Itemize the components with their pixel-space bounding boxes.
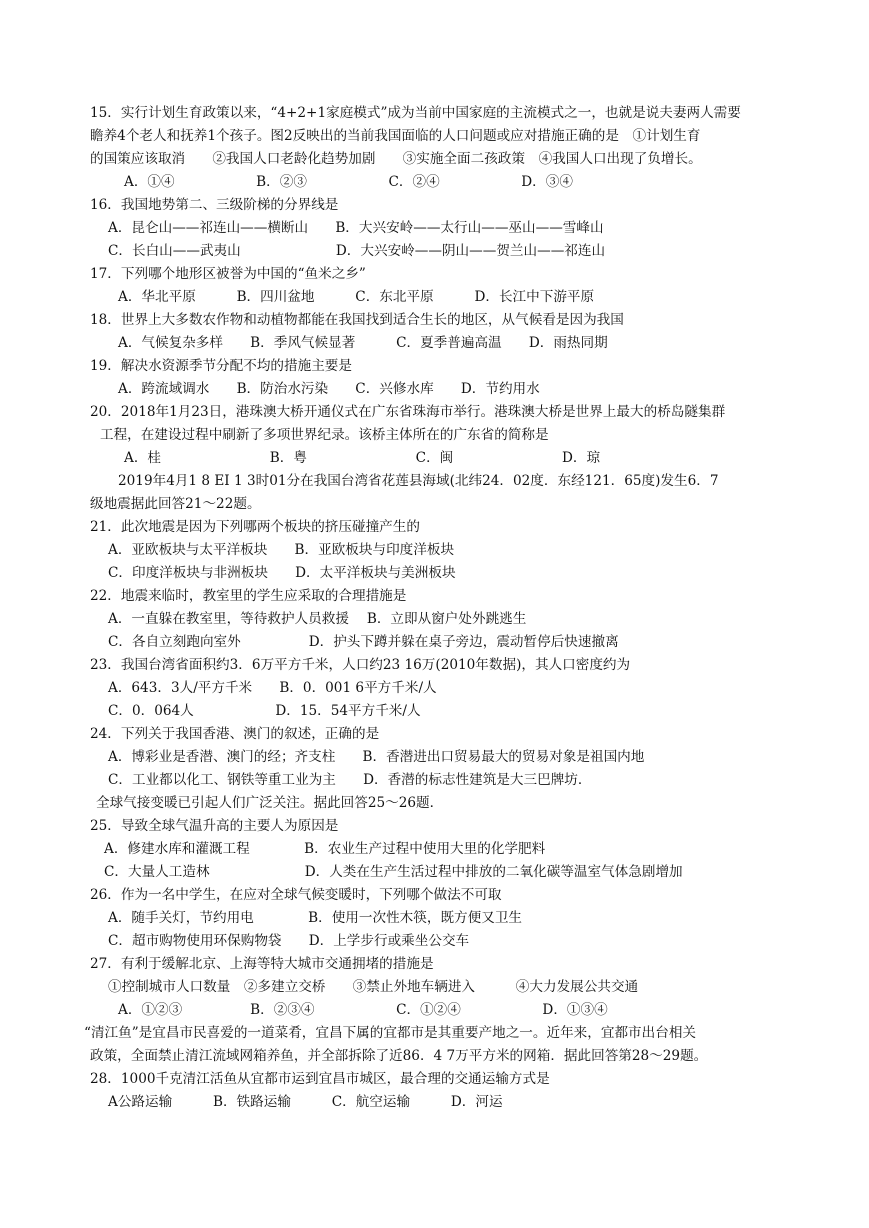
q26-options-ab: A．随手关灯，节约用电 B．使用一次性木筷，既方便又卫生 (108, 910, 523, 926)
q25-options-cd: C．大量人工造林 D．人类在生产生活过程中排放的二氧化碳等温室气体急剧增加 (104, 864, 683, 880)
q23-options-ab: A．643．3人/平方千米 B．0．001 6平方千米/人 (108, 680, 437, 696)
q24-options-cd: C．工业都以化工、钢铁等重工业为主 D．香潜的标志性建筑是大三巴牌坊． (108, 772, 592, 788)
q18-stem: 18．世界上大多数农作物和动植物都能在我国找到适合生长的地区，从气候看是因为我国 (90, 312, 624, 328)
q25-stem: 25．导致全球气温升高的主要人为原因是 (90, 818, 339, 834)
q15-stem-line3: 的国策应该取消 ②我国人口老龄化趋势加剧 ③实施全面二孩政策 ④我国人口出现了负增长。 (90, 151, 702, 167)
q17-options: A．华北平原 B．四川盆地 C．东北平原 D．长江中下游平原 (118, 289, 595, 305)
q28-options: A公路运输 B．铁路运输 C．航空运输 D．河运 (108, 1094, 503, 1110)
q27-statements: ①控制城市人口数量 ②多建立交桥 ③禁止外地车辆进入 ④大力发展公共交通 (108, 979, 639, 995)
q22-stem: 22．地震来临时，教室里的学生应采取的合理措施是 (90, 588, 407, 604)
q21-options-ab: A．亚欧板块与太平洋板块 B．亚欧板块与印度洋板块 (108, 542, 455, 558)
q25-options-ab: A．修建水库和灌溉工程 B．农业生产过程中使用大里的化学肥料 (104, 841, 546, 857)
q23-options-cd: C．0．064人 D．15．54平方千米/人 (108, 703, 421, 719)
q19-stem: 19．解决水资源季节分配不均的措施主要是 (90, 358, 352, 374)
q25-26-context: 全球气接变暖已引起人们广泛关注。据此回答25～26题． (96, 795, 444, 811)
q28-stem: 28．1000千克清江活鱼从宜都市运到宜昌市城区，最合理的交通运输方式是 (90, 1071, 550, 1087)
q20-stem-line2: 工程，在建设过程中刷新了多项世界纪录。该桥主体所在的广东省的简称是 (100, 427, 549, 443)
q15-stem-line2: 瞻养4个老人和抚养1个孩子。图2反映出的当前我国面临的人口问题或应对措施正确的是 ①计划生育 (90, 128, 701, 144)
q16-stem: 16．我国地势第二、三级阶梯的分界线是 (90, 197, 339, 213)
q24-options-ab: A．博彩业是香潜、澳门的经；齐支柱 B．香潜进出口贸易最大的贸易对象是祖国内地 (108, 749, 645, 765)
q21-22-context-line1: 2019年4月1 8 EI 1 3时01分在我国台湾省花莲县海域(北纬24．02度．东经121．65度)发生6．7 (118, 473, 719, 489)
q20-options: A．桂 B．粤 C．闽 D．琼 (124, 450, 601, 466)
q28-29-context-line2: 政策，全面禁止清江流域网箱养鱼，并全部拆除了近86．4 7万平方米的网箱．据此回答第28～29题。 (90, 1048, 708, 1064)
q15-options: A．①④ B．②③ C．②④ D．③④ (124, 174, 573, 190)
q19-options: A．跨流域调水 B．防治水污染 C．兴修水库 D．节约用水 (118, 381, 540, 397)
q15-stem-line1: 15．实行计划生育政策以来，“4+2+1家庭模式”成为当前中国家庭的主流模式之一，也就是说夫妻两人需要 (90, 105, 741, 121)
q22-options-cd: C．各自立刻跑向室外 D．护头下蹲并躲在桌子旁边，震动暂停后快速撤离 (108, 634, 619, 650)
q21-22-context-line2: 级地震据此回答21～22题。 (90, 496, 261, 512)
q18-options: A．气候复杂多样 B．季风气候显著 C．夏季普遍高温 D．雨热同期 (118, 335, 608, 351)
q26-options-cd: C．超市购物使用环保购物袋 D．上学步行或乘坐公交车 (108, 933, 470, 949)
q22-options-ab: A．一直躲在教室里，等待救护人员救援 B．立即从窗户处外跳逃生 (108, 611, 527, 627)
q21-options-cd: C．印度洋板块与非洲板块 D．太平洋板块与美洲板块 (108, 565, 456, 581)
q20-stem-line1: 20．2018年1月23日，港珠澳大桥开通仪式在广东省珠海市举行。港珠澳大桥是世界上最大的桥岛隧集群 (90, 404, 726, 420)
q26-stem: 26．作为一名中学生，在应对全球气候变暖时，下列哪个做法不可取 (90, 887, 502, 903)
q23-stem: 23．我国台湾省面积约3．6万平方千米，人口约23 16万(2010年数据)，其人口密度约为 (90, 657, 631, 673)
q24-stem: 24．下列关于我国香港、澳门的叙述，正确的是 (90, 726, 380, 742)
q28-29-context-line1: “清江鱼”是宜昌市民喜爱的一道菜肴，宜昌下属的宜都市是其重要产地之一。近年来，宜都市出台相关 (84, 1025, 697, 1041)
q27-options: A．①②③ B．②③④ C．①②④ D．①③④ (118, 1002, 608, 1018)
q17-stem: 17．下列哪个地形区被誉为中国的“鱼米之乡” (90, 266, 366, 282)
q16-options-cd: C．长白山——武夷山 D．大兴安岭——阴山——贺兰山——祁连山 (108, 243, 606, 259)
q27-stem: 27．有利于缓解北京、上海等特大城市交通拥堵的措施是 (90, 956, 434, 972)
q21-stem: 21．此次地震是因为下列哪两个板块的挤压碰撞产生的 (90, 519, 420, 535)
q16-options-ab: A．昆仑山——祁连山——横断山 B．大兴安岭——太行山——巫山——雪峰山 (108, 220, 604, 236)
